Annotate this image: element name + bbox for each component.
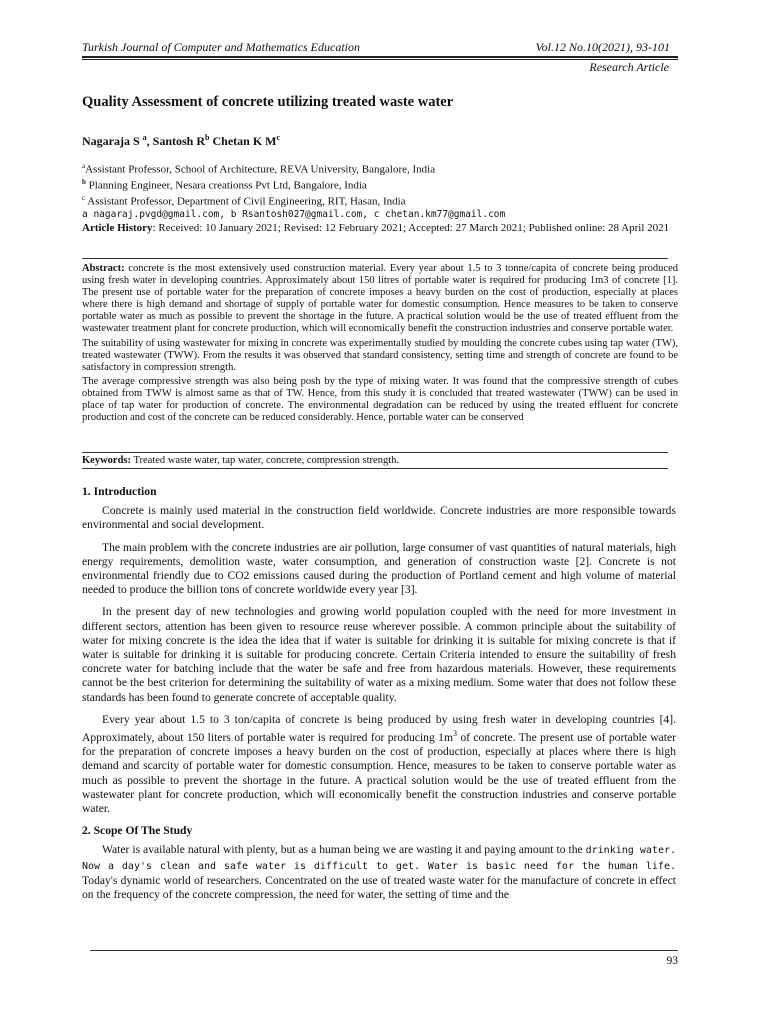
author-emails: a nagaraj.pvgd@gmail.com, b Rsantosh027@gmail.com, c chetan.km77@gmail.com xyxy=(82,209,506,221)
running-header xyxy=(82,40,670,56)
author-name: Chetan K M xyxy=(212,134,277,148)
affiliations xyxy=(82,160,505,222)
paragraph: Every year about 1.5 to 3 ton/capita of concrete is being produced by using fresh water in developing countries [4]. Approximately, about 150 liters of portable water is required for producing $1m^3$ of concrete. The present use of portable water for the preparation of concrete imposes a heavy burden on the cost of production, especially at places where there is high demand and scarcity of portable water for domestic consumption. Hence, measures to be taken to conserve portable water as much as possible to prevent the shortage in the future. A practical solution would be the use of treated effluent from the wastewater plant for concrete production, which will economically benefit the construction industries and conserve portable water. xyxy=(82,712,676,815)
history-text: : Received: 10 January 2021; Revised: 12 February 2021; Accepted: 27 March 2021; Published online: 28 April 2021 xyxy=(152,222,670,234)
keywords: Keywords: Treated waste water, tap water, concrete, compression strength. xyxy=(82,455,399,466)
main-text xyxy=(82,485,676,910)
affiliation-c: $^c$ Assistant Professor, Department of Civil Engineering, RIT, Hasan, India xyxy=(82,194,406,208)
journal-name: Turkish Journal of Computer and Mathematics Education xyxy=(82,40,360,54)
author-name: Nagaraja S xyxy=(82,134,140,148)
keywords-bottom-rule xyxy=(82,468,668,469)
affiliation-a: $^a$Assistant Professor, School of Architecture, REVA University, Bangalore, India xyxy=(82,162,436,176)
paragraph: The main problem with the concrete industries are air pollution, large consumer of vast quantities of natural materials, high energy requirements, demolition waste, water consumption, and generation of construction waste [2]. Concrete is not environmental friendly due to CO2 emissions caused during the production of Portland cement and high volume of material needed to produce the billion tons of concrete worldwide every year [3]. xyxy=(82,540,676,597)
section-heading: 2. Scope Of The Study xyxy=(82,824,193,838)
affiliation-b: $^b$ Planning Engineer, Nesara creationss Pvt Ltd, Bangalore, India xyxy=(82,178,367,192)
page-number: 93 xyxy=(666,955,678,967)
paragraph: In the present day of new technologies and growing world population coupled with the need for more investment in different sectors, attention has been given to resource reuse wherever possible. A common principle about the suitability of water for mixing concrete is the idea the idea that if water is suitable for drinking it is suitable for mixing concrete is that if water is suitable for drinking it is suitable for producing concrete. Certain Criteria intended to ensure the suitability of fresh concrete water for batching include that the water be safe and free from hazardous materials. However, these requirements cannot be the best criterion for determining the suitability of water as a mixing medium. Some water that does not follow these standards has been found to generate concrete of acceptable quality. xyxy=(82,605,676,704)
abstract-para-3: The average compressive strength was also being posh by the type of mixing water. It was found that the compressive strength of cubes obtained from TWW is almost same as that of TW. Hence, from this study it is concluded that treated wastewater (TWW) can be used in place of tap water for production of concrete. The environmental degradation can be reduced by using the treated effluent for concrete production and cost of the concrete can be reduced considerably. Hence, portable water can be conserved xyxy=(82,375,678,424)
author-sup: b xyxy=(205,133,210,142)
abstract-top-rule xyxy=(82,258,668,259)
author-list: Nagaraja S $^a$, Santosh $R^b$ Chetan K $M^c$ xyxy=(82,133,281,148)
author-sup: a xyxy=(142,133,147,142)
author-name: Santosh R xyxy=(152,134,206,148)
history-label: Article History xyxy=(82,222,153,234)
section-heading: 1. Introduction xyxy=(82,485,157,498)
keywords-top-rule xyxy=(82,452,668,453)
paragraph: Concrete is mainly used material in the construction field worldwide. Concrete industries are more responsible towards environmental and social development. xyxy=(82,504,676,532)
article-type: Research Article xyxy=(589,60,669,74)
paper-title: Quality Assessment of concrete utilizing treated waste water xyxy=(82,94,454,110)
abstract xyxy=(82,263,678,426)
footer-rule xyxy=(90,950,678,951)
abstract-para-2: The suitability of using wastewater for mixing in concrete was experimentally studied by moulding the concrete cubes using tap water (TW), treated wastewater (TWW). From the results it was observed that standard consistency, setting time and strength of concrete are found to be satisfactory in compression strength. xyxy=(82,337,678,373)
volume-info: Vol.12 No.10(2021), 93-101 xyxy=(535,40,670,54)
paragraph: Water is available natural with plenty, but as a human being we are wasting it and paying amount to the drinking water. Now a day's clean and safe water is difficult to get. Water is basic need for the human life. Today's dynamic world of researchers. Concentrated on the use of treated waste water for the manufacture of concrete in effect on the frequency of the concrete compression, the need for water, the setting of time and the xyxy=(82,843,677,901)
abstract-para-1: Abstract: concrete is the most extensively used construction material. Every year about 1.5 to 3 tonne/capita of concrete being produced using fresh water in developing countries. Approximately about 150 litres of portable water is required for producing 1m3 of concrete [1]. The present use of portable water for the preparation of concrete imposes a heavy burden on the cost of production, especially at places where there is high demand and shortage of supply of portable water for domestic consumption. Hence measures to be taken to conserve portable water as much as possible to prevent the shortage in the future. A practical solution would be the use of treated effluent from the wastewater treatment plant for concrete production, which will economically benefit the construction industries and conserve portable water. xyxy=(82,263,678,335)
author-sup: c xyxy=(276,133,281,142)
article-history xyxy=(82,222,678,235)
